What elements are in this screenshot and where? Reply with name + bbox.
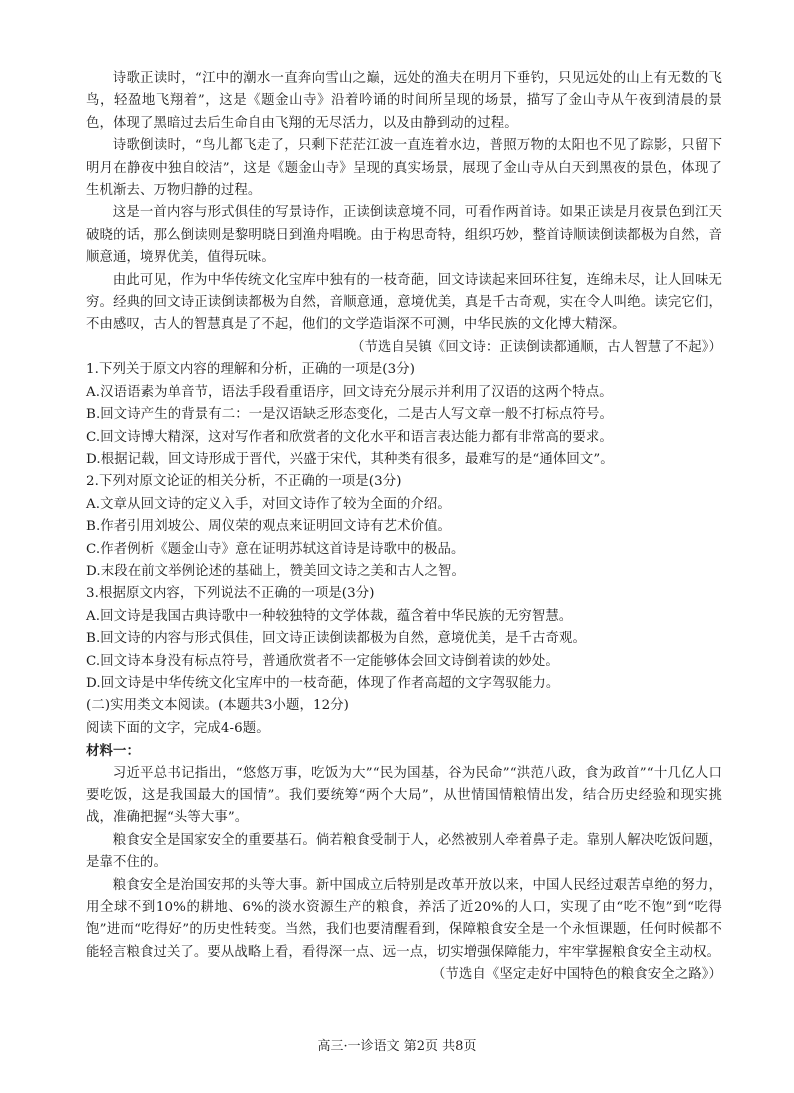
question-3-option-a: A.回文诗是我国古典诗歌中一种较独特的文学体裁，蕴含着中华民族的无穷智慧。 [86,608,573,624]
question-3-option-c: C.回文诗本身没有标点符号，普通欣赏者不一定能够体会回文诗倒着读的妙处。 [86,653,559,669]
question-1-option-b: B.回文诗产生的背景有二：一是汉语缺乏形态变化，二是古人写文章一般不打标点符号。 [86,407,613,423]
page-content [86,68,722,987]
question-2-option-a: A.文章从回文诗的定义入手，对回文诗作了较为全面的介绍。 [86,496,451,512]
section-2-instruction: 阅读下面的文字，完成4-6题。 [86,720,270,736]
question-1-stem: 1.下列关于原文内容的理解和分析，正确的一项是(3分) [86,362,416,378]
question-3-option-d: D.回文诗是中华传统文化宝库中的一枝奇葩，体现了作者高超的文字驾驭能力。 [86,675,560,691]
passage2-source: （节选自《坚定走好中国特色的粮食安全之路》） [431,967,722,983]
passage2-paragraph-3: 粮食安全是治国安邦的头等大事。新中国成立后特别是改革开放以来，中国人民经过艰苦卓绝的努力，用全球不到10%的耕地、6%的淡水资源生产的粮食，养活了近20%的人口，实现了由“吃不饱”到“吃得饱”进而“吃得好”的历史性转变。当然，我们也要清醒看到，保障粮食安全是一个永恒课题，任何时候都不能轻言粮食过关了。要从战略上看，看得深一点、远一点，切实增强保障能力，牢牢掌握粮食安全主动权。 [86,877,722,960]
question-1-option-c: C.回文诗博大精深，这对写作者和欣赏者的文化水平和语言表达能力都有非常高的要求。 [86,429,613,445]
question-3-option-b: B.回文诗的内容与形式俱佳，回文诗正读倒读都极为自然，意境优美，是千古奇观。 [86,631,586,647]
material-1-label: 材料一： [86,743,140,760]
passage2-paragraph-1: 习近平总书记指出，“悠悠万事，吃饭为大”“民为国基，谷为民命”“洪范八政，食为政首”“十几亿人口要吃饭，这是我国最大的国情”。我们要统筹“两个大局”，从世情国情粮情出发，结合历史经验和现实挑战，准确把握“头等大事”。 [86,765,722,826]
section-2-heading: (二)实用类文本阅读。(本题共3小题，12分) [86,698,350,714]
question-2-option-c: C.作者例析《题金山寺》意在证明苏轼这首诗是诗歌中的极品。 [86,541,465,557]
question-2-option-b: B.作者引用刘坡公、周仪荣的观点来证明回文诗有艺术价值。 [86,519,452,535]
passage1-source: （节选自吴镇《回文诗：正读倒读都通顺，古人智慧了不起》） [350,339,722,355]
question-3-stem: 3.根据原文内容，下列说法不正确的一项是(3分) [86,586,375,602]
passage1-paragraph-1: 诗歌正读时，“江中的潮水一直奔向雪山之巅，远处的渔夫在明月下垂钓，只见远处的山上有无数的飞鸟，轻盈地飞翔着”，这是《题金山寺》沿着吟诵的时间所呈现的场景，描写了金山寺从午夜到清晨的景色，体现了黑暗过去后生命自由飞翔的无尽活力，以及由静到动的过程。 [86,71,722,131]
question-1-option-a: A.汉语语素为单音节，语法手段看重语序，回文诗充分展示并利用了汉语的这两个特点。 [86,384,613,400]
passage1-paragraph-2: 诗歌倒读时，“鸟儿都飞走了，只剩下茫茫江波一直连着水边，普照万物的太阳也不见了踪影，只留下明月在静夜中独自皎洁”，这是《题金山寺》呈现的真实场景，展现了金山寺从白天到黑夜的景色，体现了生机渐去、万物归静的过程。 [86,138,722,199]
page-footer: 高三·一诊语文 第2页 共8页 [317,1039,477,1054]
passage2-paragraph-2: 粮食安全是国家安全的重要基石。倘若粮食受制于人，必然被别人牵着鼻子走。靠别人解决吃饭问题，是靠不住的。 [86,832,722,871]
passage1-paragraph-3: 这是一首内容与形式俱佳的写景诗作，正读倒读意境不同，可看作两首诗。如果正读是月夜景色到江天破晓的话，那么倒读则是黎明晓日到渔舟唱晚。由于构思奇特，组织巧妙，整首诗顺读倒读都极为自然，音顺意通，境界优美，值得玩味。 [86,205,722,266]
question-2-stem: 2.下列对原文论证的相关分析，不正确的一项是(3分) [86,474,402,490]
question-2-option-d: D.末段在前文举例论述的基础上，赞美回文诗之美和古人之智。 [86,563,465,579]
question-1-option-d: D.根据记载，回文诗形成于晋代，兴盛于宋代，其种类有很多，最难写的是“通体回文”。 [86,451,614,467]
passage1-paragraph-4: 由此可见，作为中华传统文化宝库中独有的一枝奇葩，回文诗读起来回环往复，连绵未尽，让人回味无穷。经典的回文诗正读倒读都极为自然，音顺意通，意境优美，真是千古奇观，实在令人叫绝。读完它们，不由感叹，古人的智慧真是了不起，他们的文学造诣深不可测，中华民族的文化博大精深。 [86,272,722,333]
